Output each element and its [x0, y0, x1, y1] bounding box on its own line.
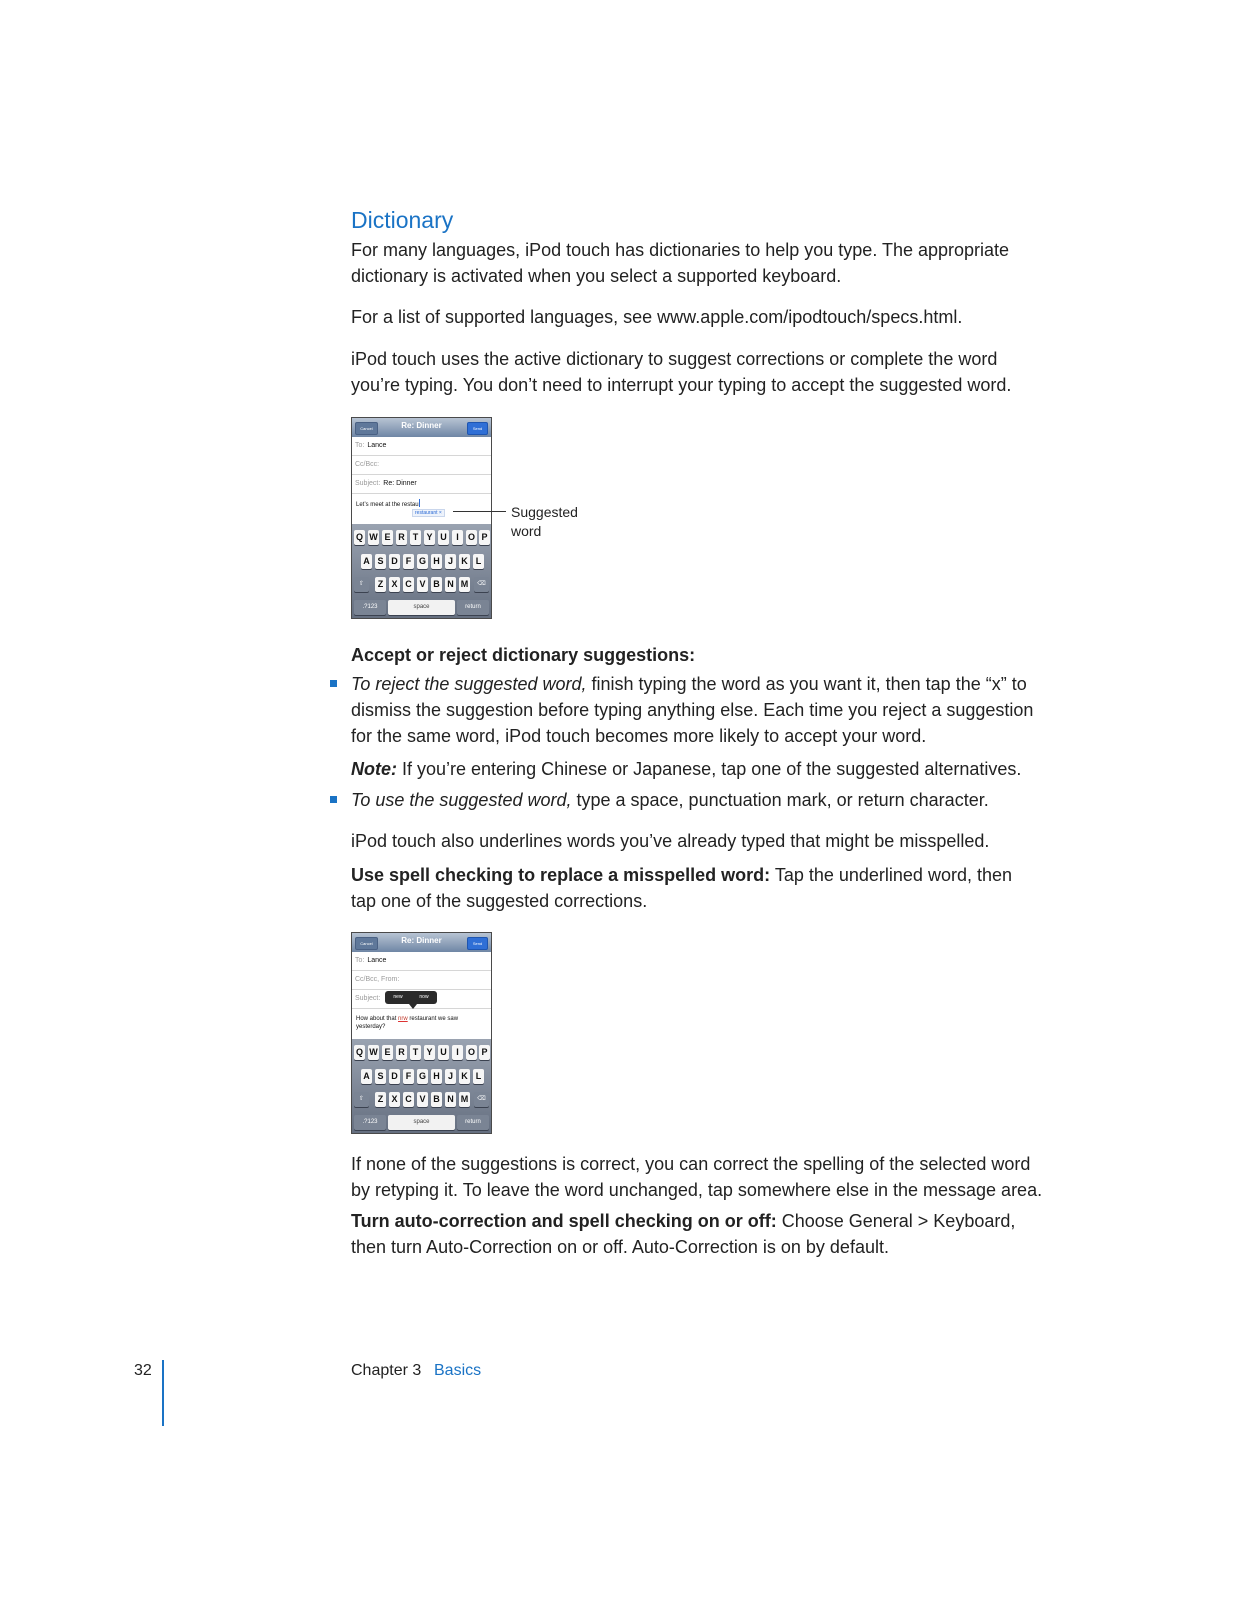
key-b: B: [431, 577, 442, 592]
cancel-button: Cancel: [355, 422, 378, 435]
to-label: To:: [355, 957, 365, 964]
languages-paragraph: For a list of supported languages, see www.apple.com/ipodtouch/specs.html.: [351, 307, 963, 327]
autocorrect-paragraph: [351, 1208, 1051, 1260]
shift-key: ⇧: [354, 1092, 369, 1107]
key-u: U: [438, 530, 449, 545]
misspelled-word: nrw: [398, 1016, 408, 1022]
key-d: D: [389, 554, 400, 569]
cc-from-row: [352, 971, 491, 990]
subject-label: Subject:: [355, 995, 381, 1002]
delete-key: ⌫: [474, 1092, 489, 1107]
key-y: Y: [424, 1045, 435, 1060]
numbers-key: .?123: [354, 1115, 386, 1130]
message-text-end: restaurant we saw yesterday?: [356, 1016, 459, 1030]
suggestion-bubble: restaurant ×: [412, 509, 445, 517]
key-o: O: [466, 1045, 477, 1060]
key-e: E: [382, 530, 393, 545]
key-k: K: [459, 1069, 470, 1084]
key-a: A: [361, 554, 372, 569]
section-heading: Dictionary: [351, 207, 454, 233]
intro-paragraph: For many languages, iPod touch has dictionaries to help you type. The appropriate dictionary is activated when you select a supported keyboard.: [351, 240, 1010, 286]
return-key: return: [457, 600, 489, 615]
to-label: To:: [355, 442, 365, 449]
key-f: F: [403, 1069, 414, 1084]
suggestion-screenshot: [351, 417, 492, 619]
message-text: Let’s meet at the restau: [356, 502, 419, 508]
footer-section: Basics: [434, 1362, 482, 1379]
key-l: L: [473, 1069, 484, 1084]
message-body: [356, 1015, 488, 1031]
key-t: T: [410, 530, 421, 545]
cc-from-label: Cc/Bcc, From:: [355, 976, 400, 983]
key-v: V: [417, 1092, 428, 1107]
key-u: U: [438, 1045, 449, 1060]
callout-line-2: word: [511, 523, 542, 539]
reject-text: finish typing the word as you want it, then tap the “x” to dismiss the suggestion before typing anything else. Each time you reject a suggestion for the same word, iPod touch becomes more likely to accept your word.: [351, 674, 1034, 746]
correction-option-1: new: [393, 994, 403, 1000]
use-lead: To use the suggested word,: [351, 790, 572, 810]
key-k: K: [459, 554, 470, 569]
send-button: Send: [467, 422, 488, 435]
key-w: W: [368, 530, 379, 545]
bullet-reject: [351, 671, 1043, 749]
nav-bar: [352, 933, 491, 952]
key-d: D: [389, 1069, 400, 1084]
note-label: Note:: [351, 759, 397, 779]
key-p: P: [479, 530, 490, 545]
key-f: F: [403, 554, 414, 569]
key-p: P: [479, 1045, 490, 1060]
key-g: G: [417, 554, 428, 569]
key-z: Z: [375, 1092, 386, 1107]
key-a: A: [361, 1069, 372, 1084]
numbers-key: .?123: [354, 600, 386, 615]
ccbcc-row: [352, 456, 491, 475]
key-n: N: [445, 1092, 456, 1107]
cancel-button: Cancel: [355, 937, 378, 950]
popup-pointer: [409, 1004, 417, 1009]
suggest-paragraph: iPod touch uses the active dictionary to suggest corrections or complete the word you’re typing. You don’t need to interrupt your typing to accept the suggested word.: [351, 349, 1012, 395]
underline-paragraph: iPod touch also underlines words you’ve already typed that might be misspelled.: [351, 831, 990, 851]
return-key: return: [457, 1115, 489, 1130]
suggested-word-callout: [511, 503, 591, 541]
text-cursor: [419, 499, 420, 507]
key-m: M: [459, 1092, 470, 1107]
key-o: O: [466, 530, 477, 545]
key-e: E: [382, 1045, 393, 1060]
footer-divider: [162, 1360, 164, 1426]
spellcheck-screenshot: [351, 932, 492, 1134]
to-row: [352, 952, 491, 971]
footer-chapter: Chapter 3: [351, 1362, 422, 1379]
nav-title: Re: Dinner: [401, 936, 442, 945]
key-s: S: [375, 554, 386, 569]
key-n: N: [445, 577, 456, 592]
accept-heading: Accept or reject dictionary suggestions:: [351, 645, 696, 665]
space-key: space: [388, 1115, 455, 1130]
callout-line-1: Suggested: [511, 504, 578, 520]
subject-label: Subject:: [355, 480, 381, 487]
autocorrect-text: Choose General > Keyboard, then turn Auto-Correction on or off. Auto-Correction is on by default.: [351, 1211, 1016, 1257]
bullet-marker: [330, 796, 337, 803]
key-q: Q: [354, 530, 365, 545]
note-text: If you’re entering Chinese or Japanese, tap one of the suggested alternatives.: [397, 759, 1022, 779]
key-c: C: [403, 577, 414, 592]
key-h: H: [431, 554, 442, 569]
to-row: [352, 437, 491, 456]
key-r: R: [396, 1045, 407, 1060]
key-l: L: [473, 554, 484, 569]
spell-text: Tap the underlined word, then tap one of the suggested corrections.: [351, 865, 1012, 911]
spell-check-paragraph: [351, 862, 1041, 914]
key-m: M: [459, 577, 470, 592]
key-x: X: [389, 577, 400, 592]
reject-lead: To reject the suggested word,: [351, 674, 587, 694]
bullet-use: [351, 787, 1043, 813]
keyboard: [352, 1039, 491, 1133]
key-t: T: [410, 1045, 421, 1060]
nav-bar: [352, 418, 491, 437]
nav-title: Re: Dinner: [401, 421, 442, 430]
key-j: J: [445, 1069, 456, 1084]
key-r: R: [396, 530, 407, 545]
key-z: Z: [375, 577, 386, 592]
correction-popup: [385, 991, 437, 1004]
key-i: I: [452, 1045, 463, 1060]
send-button: Send: [467, 937, 488, 950]
key-b: B: [431, 1092, 442, 1107]
key-s: S: [375, 1069, 386, 1084]
note-paragraph: [351, 756, 1041, 782]
message-body: [356, 499, 420, 509]
retype-paragraph: If none of the suggestions is correct, you can correct the spelling of the selected word by retyping it. To leave the word unchanged, tap somewhere else in the message area.: [351, 1154, 1043, 1200]
subject-value: Re: Dinner: [383, 480, 417, 487]
key-y: Y: [424, 530, 435, 545]
key-g: G: [417, 1069, 428, 1084]
message-text-start: How about that: [356, 1016, 399, 1022]
key-v: V: [417, 577, 428, 592]
bullet-marker: [330, 680, 337, 687]
spell-lead: Use spell checking to replace a misspelled word:: [351, 865, 771, 885]
key-q: Q: [354, 1045, 365, 1060]
page-number: 32: [134, 1362, 152, 1379]
key-c: C: [403, 1092, 414, 1107]
autocorrect-lead: Turn auto-correction and spell checking on or off:: [351, 1211, 777, 1231]
key-w: W: [368, 1045, 379, 1060]
key-i: I: [452, 530, 463, 545]
use-text: type a space, punctuation mark, or return character.: [571, 790, 989, 810]
keyboard: [352, 524, 491, 618]
shift-key: ⇧: [354, 577, 369, 592]
subject-row: [352, 475, 491, 494]
ccbcc-label: Cc/Bcc:: [355, 461, 380, 468]
key-j: J: [445, 554, 456, 569]
key-h: H: [431, 1069, 442, 1084]
key-x: X: [389, 1092, 400, 1107]
callout-leader-line: [453, 511, 506, 512]
to-value: Lance: [367, 442, 387, 449]
space-key: space: [388, 600, 455, 615]
delete-key: ⌫: [474, 577, 489, 592]
to-value: Lance: [367, 957, 387, 964]
correction-option-2: now: [419, 994, 429, 1000]
